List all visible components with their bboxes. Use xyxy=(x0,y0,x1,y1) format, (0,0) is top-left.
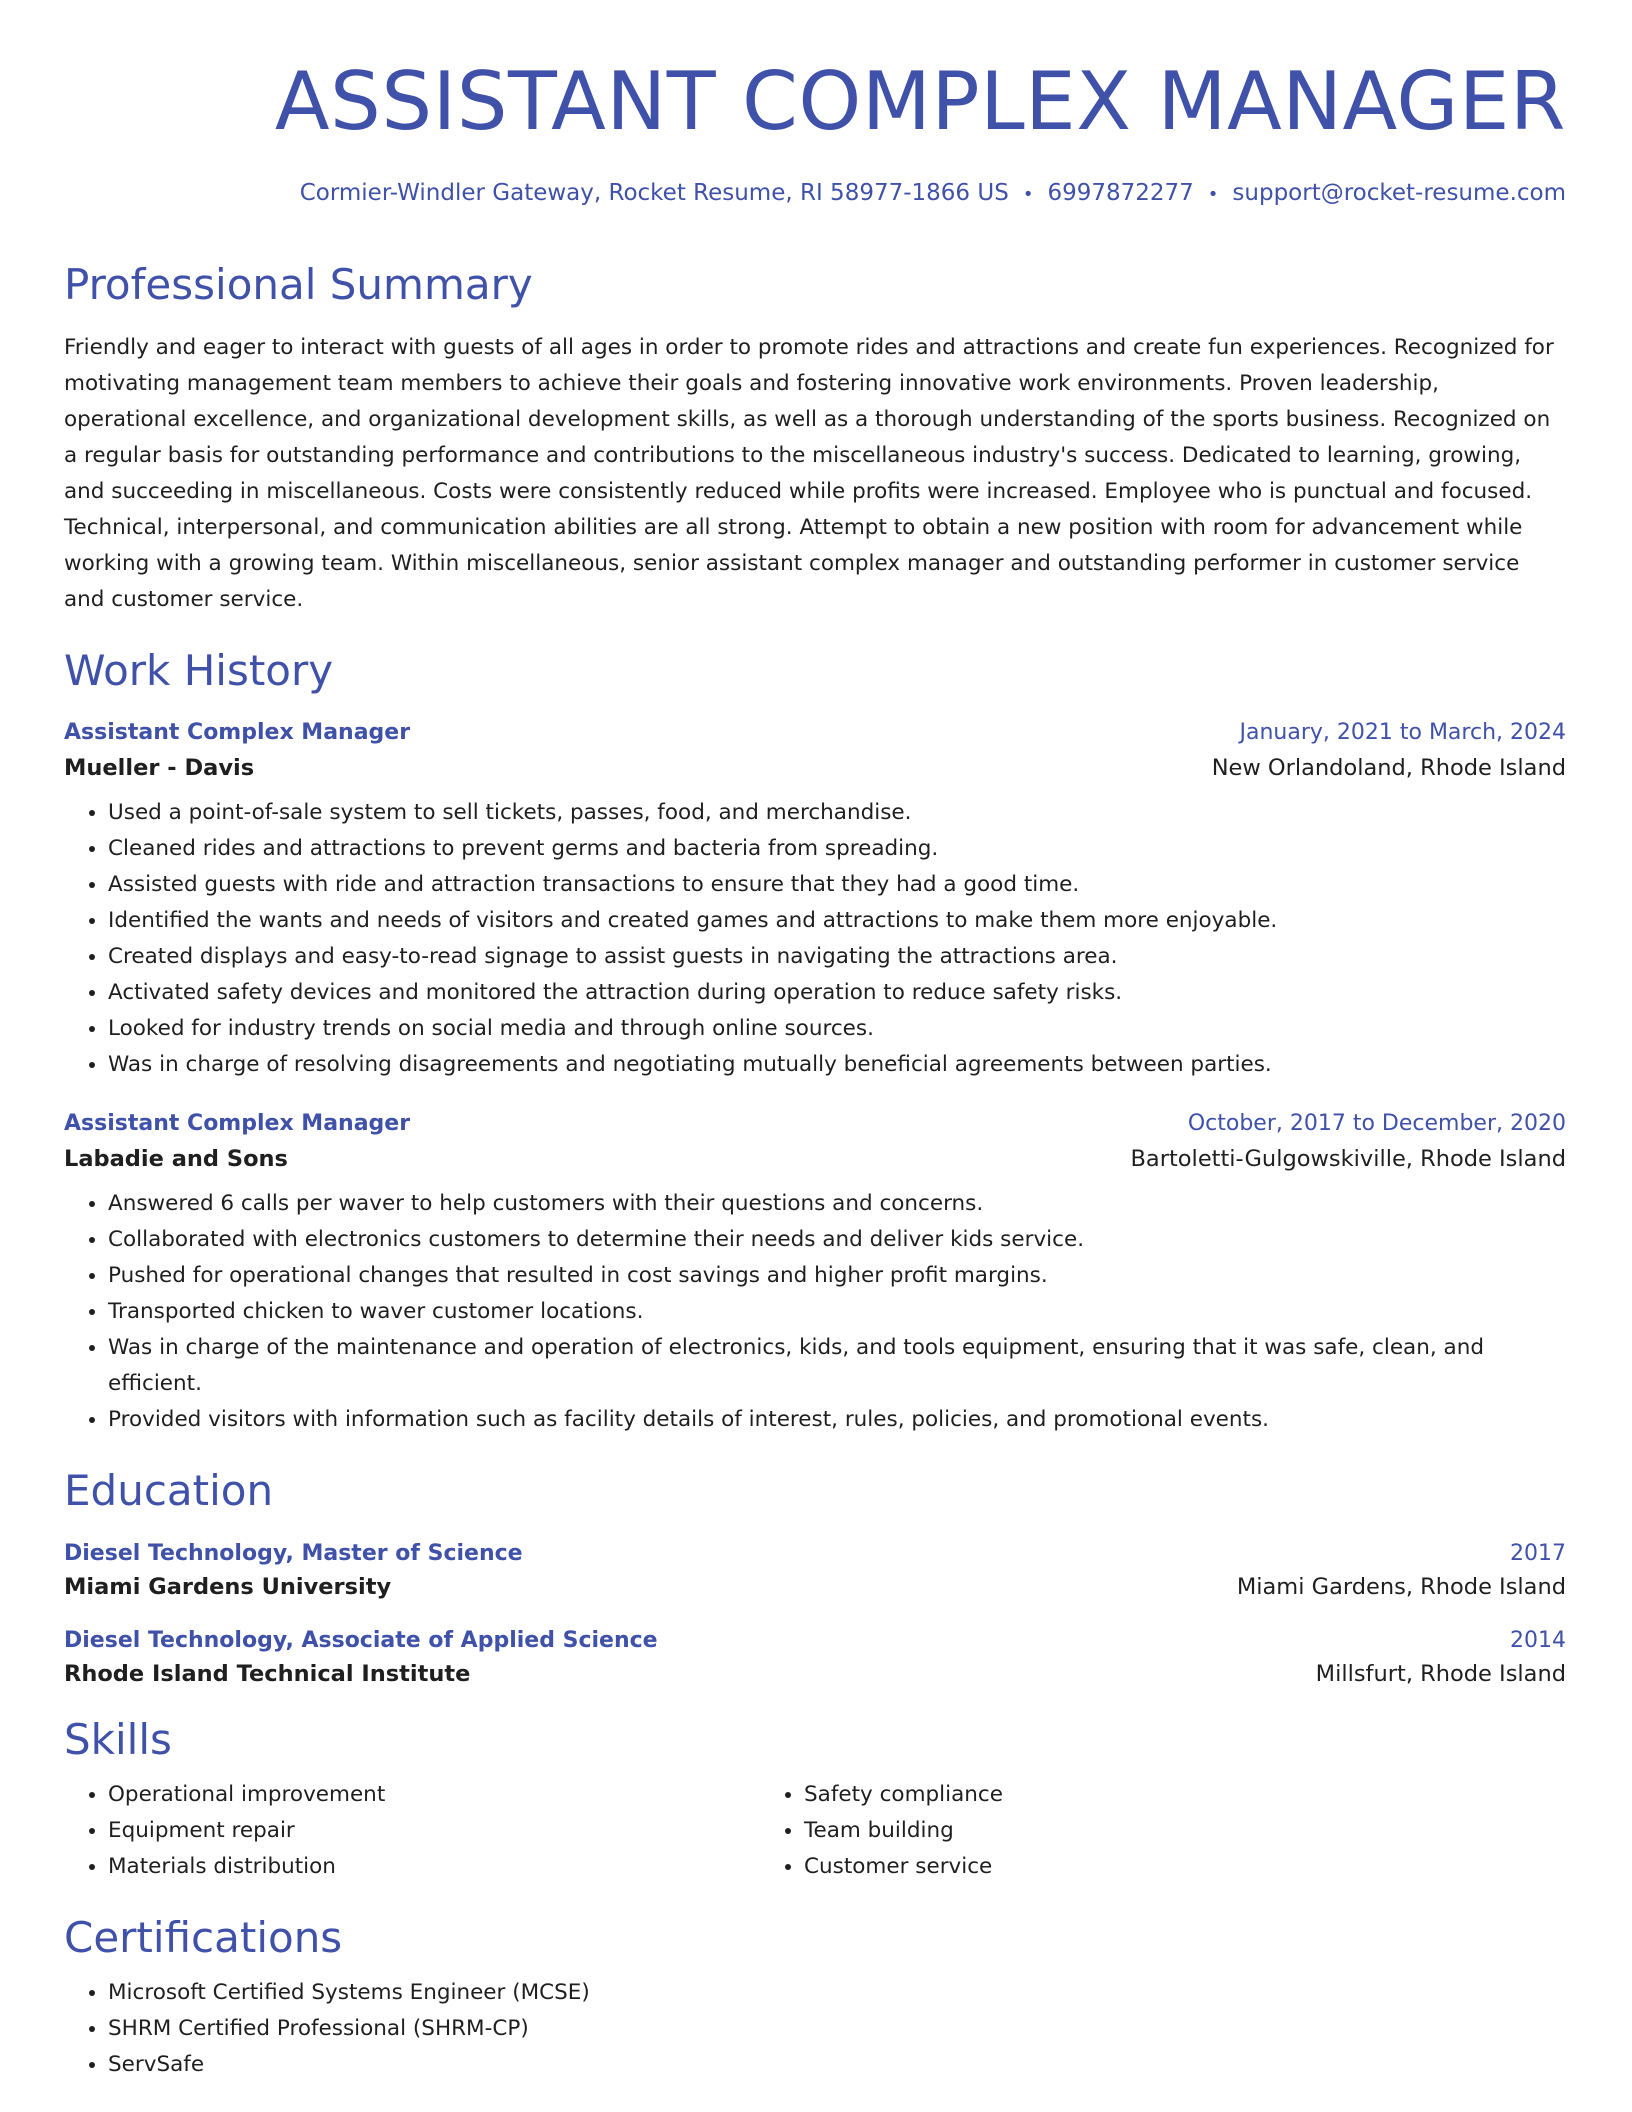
education-school-row xyxy=(64,1574,1566,1600)
job-title: Assistant Complex Manager xyxy=(64,720,411,746)
job-bullet: • Provided visitors with information such as facility details of interest, rules, policies, and promotional events. xyxy=(108,1402,1566,1438)
education-header-row xyxy=(64,1628,1566,1653)
resume-page xyxy=(64,0,1566,2083)
education-school-row xyxy=(64,1661,1566,1687)
contact-address: Cormier-Windler Gateway, Rocket Resume, RI 58977-1866 US xyxy=(299,180,1009,206)
job-bullet: • Pushed for operational changes that resulted in cost savings and higher profit margins. xyxy=(108,1258,1566,1294)
education-entry xyxy=(64,1628,1566,1687)
job-bullet: • Answered 6 calls per waver to help customers with their questions and concerns. xyxy=(108,1186,1566,1222)
job-location: New Orlandoland, Rhode Island xyxy=(1211,755,1566,782)
resume-name-heading: ASSISTANT COMPLEX MANAGER xyxy=(274,55,1566,148)
work-history-section-title: Work History xyxy=(64,646,334,696)
skills-column-left xyxy=(64,1777,760,1885)
education-degree: Diesel Technology, Master of Science xyxy=(64,1540,523,1566)
job-company-row xyxy=(64,755,1566,781)
education-year: 2017 xyxy=(1510,1540,1566,1566)
job-bullet: • Was in charge of the maintenance and operation of electronics, kids, and tools equipment, ensuring that it was safe, clean, and efficient. xyxy=(108,1330,1566,1402)
job-dates: January, 2021 to March, 2024 xyxy=(1239,720,1566,746)
job-bullets xyxy=(64,795,1566,1083)
education-header-row xyxy=(64,1541,1566,1566)
job-company-row xyxy=(64,1146,1566,1172)
job-company: Mueller - Davis xyxy=(64,755,255,782)
contact-email[interactable]: support@rocket-resume.com xyxy=(1232,180,1566,206)
job-header-row xyxy=(64,720,1566,745)
skill-item: • Operational improvement xyxy=(108,1777,760,1813)
skill-item: • Customer service xyxy=(804,1849,1456,1885)
job-bullet: • Used a point-of-sale system to sell tickets, passes, food, and merchandise. xyxy=(108,795,1566,831)
skill-item: • Safety compliance xyxy=(804,1777,1456,1813)
certifications-list xyxy=(64,1975,1566,2083)
skill-item: • Team building xyxy=(804,1813,1456,1849)
contact-phone[interactable]: 6997872277 xyxy=(1047,180,1194,206)
job-bullet: • Assisted guests with ride and attraction transactions to ensure that they had a good time. xyxy=(108,867,1566,903)
job-company: Labadie and Sons xyxy=(64,1146,288,1173)
job-title: Assistant Complex Manager xyxy=(64,1111,411,1137)
job-dates: October, 2017 to December, 2020 xyxy=(1187,1111,1566,1137)
job-header-row xyxy=(64,1111,1566,1136)
job-entry xyxy=(64,720,1566,1083)
education-location: Millsfurt, Rhode Island xyxy=(1315,1660,1566,1687)
job-bullets xyxy=(64,1186,1566,1438)
education-school: Rhode Island Technical Institute xyxy=(64,1660,471,1687)
skills-grid xyxy=(64,1777,1566,1885)
education-year: 2014 xyxy=(1510,1627,1566,1653)
contact-separator: • xyxy=(1207,184,1219,205)
job-bullet: • Cleaned rides and attractions to prevent germs and bacteria from spreading. xyxy=(108,831,1566,867)
certification-item: • ServSafe xyxy=(108,2047,1566,2083)
certifications-section-title: Certifications xyxy=(64,1912,343,1962)
skill-item: • Equipment repair xyxy=(108,1813,760,1849)
job-location: Bartoletti-Gulgowskiville, Rhode Island xyxy=(1130,1146,1566,1173)
job-bullet: • Transported chicken to waver customer locations. xyxy=(108,1294,1566,1330)
job-bullet: • Was in charge of resolving disagreements and negotiating mutually beneficial agreements between parties. xyxy=(108,1047,1566,1083)
job-bullet: • Collaborated with electronics customers to determine their needs and deliver kids service. xyxy=(108,1222,1566,1258)
job-bullet: • Created displays and easy-to-read signage to assist guests in navigating the attractions area. xyxy=(108,939,1566,975)
job-bullet: • Identified the wants and needs of visitors and created games and attractions to make them more enjoyable. xyxy=(108,903,1566,939)
certification-item: • SHRM Certified Professional (SHRM-CP) xyxy=(108,2011,1566,2047)
education-degree: Diesel Technology, Associate of Applied Science xyxy=(64,1627,658,1653)
summary-text: Friendly and eager to interact with guests of all ages in order to promote rides and attractions and create fun experiences. Recognized for motivating management team members to achieve their goals and fostering innovative work environments. Proven leadership, operational excellence, and organizational development skills, as well as a thorough understanding of the sports business. Recognized on a regular basis for outstanding performance and contributions to the miscellaneous industry's success. Dedicated to learning, growing, and succeeding in miscellaneous. Costs were consistently reduced while profits were increased. Employee who is punctual and focused. Technical, interpersonal, and communication abilities are all strong. Attempt to obtain a new position with room for advancement while working with a growing team. Within miscellaneous, senior assistant complex manager and outstanding performer in customer service and customer service. xyxy=(64,335,1554,613)
contact-line xyxy=(64,180,1566,206)
skill-item: • Materials distribution xyxy=(108,1849,760,1885)
contact-separator: • xyxy=(1022,184,1034,205)
education-section-title: Education xyxy=(64,1466,274,1516)
skills-section-title: Skills xyxy=(64,1714,172,1764)
job-bullet: • Activated safety devices and monitored the attraction during operation to reduce safety risks. xyxy=(108,975,1566,1011)
skills-column-right xyxy=(760,1777,1456,1885)
education-entry xyxy=(64,1541,1566,1600)
education-location: Miami Gardens, Rhode Island xyxy=(1236,1573,1566,1600)
certification-item: • Microsoft Certified Systems Engineer (MCSE) xyxy=(108,1975,1566,2011)
summary-section-title: Professional Summary xyxy=(64,260,533,309)
job-bullet: • Looked for industry trends on social media and through online sources. xyxy=(108,1011,1566,1047)
education-school: Miami Gardens University xyxy=(64,1573,392,1600)
job-entry xyxy=(64,1111,1566,1438)
